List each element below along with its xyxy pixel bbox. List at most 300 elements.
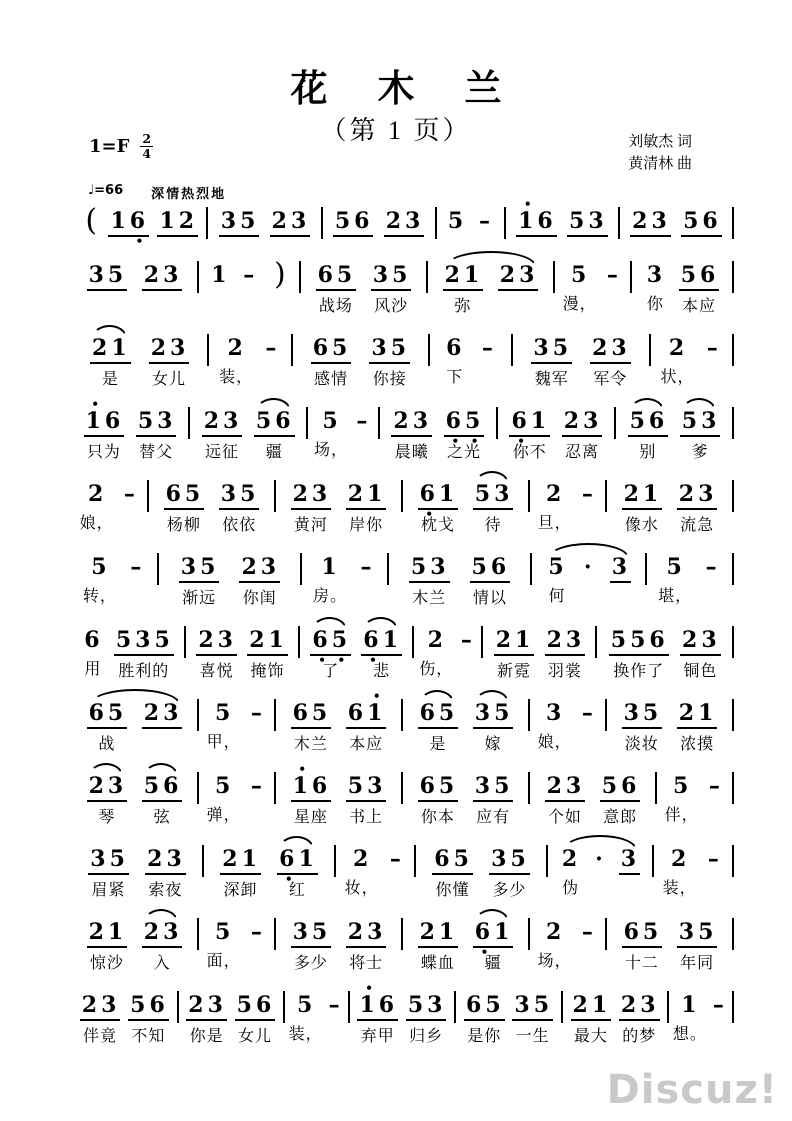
barline [732, 407, 734, 439]
note-group [108, 197, 150, 248]
note-digit: 2 [150, 335, 171, 361]
lyric: 惊沙 [89, 955, 124, 972]
lyric: 女儿 [152, 371, 187, 388]
note-digit: 6 [537, 208, 557, 234]
barline [732, 918, 734, 950]
note-digit: 3 [620, 846, 641, 872]
note-digit: 2 [227, 335, 247, 361]
lyric: 伪 [562, 880, 580, 897]
notes [546, 555, 567, 581]
notes [680, 628, 721, 656]
note-group [207, 762, 241, 826]
notes [630, 209, 671, 237]
notes [291, 762, 332, 802]
measure [276, 908, 401, 974]
note-group [418, 689, 459, 755]
measure [456, 981, 561, 1047]
note-group [311, 324, 352, 390]
note-digit: 1 [367, 481, 387, 507]
note-digit: 3 [217, 627, 237, 653]
notes [470, 555, 511, 583]
note-group [663, 835, 697, 899]
dash-sustain: – [360, 554, 376, 580]
note-group [538, 470, 572, 534]
notes [220, 847, 261, 875]
note-group [82, 616, 103, 680]
lyric: 伴竟 [83, 1028, 118, 1045]
lyric: 忍离 [565, 444, 600, 461]
lyric: 年同 [680, 955, 715, 972]
octave-dot-high: • [91, 397, 100, 411]
note-group [80, 981, 121, 1047]
lyric: 换作了 [613, 663, 665, 680]
note-digit: 6 [434, 846, 454, 872]
notes [357, 981, 399, 1021]
note-group [531, 324, 572, 390]
note-group [142, 689, 183, 755]
note-digit: 6 [354, 208, 374, 234]
note-group [310, 616, 351, 682]
measure [276, 689, 401, 755]
lyric: 想。 [672, 1026, 707, 1043]
note-digit: 3 [157, 408, 177, 434]
note-group [418, 908, 459, 974]
measure [159, 543, 300, 609]
lyric: 岸你 [349, 517, 384, 534]
notes [142, 263, 183, 291]
note-digit: 5 [154, 627, 174, 653]
score-line-4 [72, 397, 734, 463]
measure [530, 470, 605, 534]
note-group [679, 251, 720, 317]
score-line-6 [72, 543, 734, 609]
note-digit: 6 [466, 992, 486, 1018]
lyric: 你接 [372, 371, 407, 388]
note-group [142, 908, 183, 974]
note-digit: 2 [592, 335, 612, 361]
note-group [209, 251, 230, 315]
note-digit: 5 [332, 335, 352, 361]
notes [418, 481, 459, 521]
note-digit: 5 • [331, 627, 352, 667]
note-digit: 3 [474, 773, 495, 799]
note-group [567, 197, 608, 237]
measure [323, 197, 435, 237]
note-digit: 3 [311, 481, 332, 507]
measure [620, 197, 732, 237]
barline [732, 261, 734, 293]
lyric: 书上 [349, 809, 384, 826]
note-digit: 1 [241, 846, 261, 872]
note-group [677, 689, 718, 755]
lyric: 像水 [624, 517, 659, 534]
notes [316, 263, 357, 291]
note-group [142, 762, 183, 828]
dash-sustain: – [250, 773, 266, 799]
lyric: 深卸 [223, 882, 258, 899]
note-digit: 2 [203, 408, 223, 434]
note-digit: 6 [378, 992, 399, 1018]
note-digit: 3 [371, 335, 391, 361]
lyric: 战 [98, 736, 116, 753]
note-group [444, 397, 485, 463]
note-group [419, 616, 453, 680]
measure [597, 616, 731, 682]
notes [590, 336, 631, 364]
note-group [619, 981, 660, 1047]
notes [544, 701, 565, 727]
notes [677, 701, 718, 729]
note-group [219, 197, 260, 237]
notes [679, 263, 720, 291]
note-digit: 1 [321, 554, 341, 580]
notes [202, 409, 243, 437]
notes [142, 701, 183, 729]
note-digit: 2 [678, 481, 699, 507]
measure [669, 981, 732, 1045]
lyric: 漫， [562, 296, 597, 313]
lyric: 晨曦 [394, 444, 429, 461]
notes [269, 257, 289, 292]
notes [619, 993, 660, 1021]
notes [705, 847, 723, 873]
note-digit: 5 [673, 773, 693, 799]
note-group [326, 981, 344, 1045]
notes [88, 847, 129, 875]
note-group [498, 251, 539, 317]
note-digit: 3 [588, 208, 608, 234]
note-digit: 5 [334, 208, 355, 234]
note-digit: 3 [491, 846, 511, 872]
note-digit: 2 [188, 992, 208, 1018]
lyric: 女儿 [237, 1028, 272, 1045]
measure [498, 397, 614, 463]
note-group [114, 616, 174, 682]
note-group [291, 762, 332, 828]
note-group [458, 616, 476, 680]
note-group [516, 197, 557, 237]
note-group [443, 251, 484, 317]
measure [483, 616, 595, 682]
notes [622, 701, 663, 729]
note-digit: 6 [255, 992, 276, 1018]
note-digit: 5 [115, 627, 136, 653]
notes [239, 555, 280, 583]
note-digit: 2 [546, 773, 566, 799]
note-group [604, 251, 622, 315]
notes [473, 919, 514, 959]
notes [361, 627, 402, 667]
note-group [479, 324, 497, 388]
dash-sustain: – [130, 554, 146, 580]
note-digit: 5 [137, 408, 158, 434]
note-digit: 3 [565, 627, 586, 653]
note-digit: 6 [104, 408, 125, 434]
note-digit: 2 [678, 700, 699, 726]
lyric: 伤， [419, 661, 454, 678]
note-digit: 1 [159, 208, 179, 234]
measure [209, 324, 290, 388]
notes [671, 774, 692, 800]
measure [199, 251, 299, 315]
note-digit: 3 [170, 335, 190, 361]
lyric: 你不 [512, 444, 547, 461]
note-digit: 1 • [518, 197, 538, 234]
measure [293, 324, 428, 390]
score-line-2 [72, 251, 734, 317]
notes [582, 555, 596, 581]
note-digit: 5 [601, 773, 622, 799]
note-digit: 2 [143, 262, 164, 288]
note-group [418, 470, 459, 536]
lyric: 弥 [454, 298, 472, 315]
note-group [473, 689, 514, 755]
lyric: 装， [662, 880, 697, 897]
credits [628, 132, 692, 176]
notes [142, 920, 183, 948]
note-digit: 6 [275, 408, 295, 434]
notes [87, 774, 128, 802]
note-group [316, 251, 357, 317]
measure [647, 543, 732, 607]
notes [346, 689, 387, 729]
octave-dot-low: • [470, 434, 479, 448]
note-digit: 6 [490, 554, 511, 580]
note-digit: 5 [184, 481, 205, 507]
measure [607, 689, 732, 755]
note-digit: 6 • [474, 919, 495, 959]
note-digit: 3 [514, 992, 534, 1018]
barline [732, 480, 734, 512]
note-group [630, 197, 671, 237]
note-digit: 2 [222, 846, 242, 872]
note-group [220, 835, 261, 901]
note-digit: 2 [198, 627, 218, 653]
note-group [677, 470, 718, 536]
note-digit: 6 [347, 700, 368, 726]
note-digit: 5 [255, 408, 276, 434]
note-group [703, 543, 721, 607]
time-signature [140, 132, 153, 161]
dash-sustain: – [460, 627, 476, 653]
notes [235, 993, 276, 1021]
measure [199, 908, 274, 972]
note-digit: 3 [135, 627, 155, 653]
note-digit: 2 [561, 846, 582, 872]
lyric: 装， [288, 1026, 323, 1043]
note-digit: 5 [311, 919, 332, 945]
measure [72, 324, 207, 390]
dash-sustain: – [708, 773, 724, 799]
notes [680, 409, 721, 437]
lyric: 索夜 [148, 882, 183, 899]
score-line-10 [72, 835, 734, 901]
note-digit: 5 [494, 700, 514, 726]
note-digit: 3 [166, 846, 186, 872]
notes [89, 555, 110, 581]
note-digit: 6 [649, 627, 669, 653]
note-group [619, 835, 640, 901]
note-group [494, 616, 535, 682]
note-group [263, 324, 281, 388]
notes [291, 482, 332, 510]
note-digit: 1 [438, 919, 459, 945]
lyric: 远征 [204, 444, 239, 461]
note-group [661, 324, 695, 388]
note-digit: 6 • [279, 846, 299, 886]
key-time-signature [89, 132, 153, 161]
notes [351, 847, 372, 873]
measure [530, 689, 605, 753]
notes [90, 336, 131, 364]
note-digit: 3 [623, 700, 643, 726]
notes [226, 336, 247, 362]
lyric: 何 [548, 588, 566, 605]
notes [82, 628, 103, 654]
note-digit: 6 [419, 773, 439, 799]
barline [732, 334, 734, 366]
notes [311, 336, 352, 364]
note-group [128, 543, 146, 607]
lyric: 面， [206, 953, 241, 970]
notes [406, 993, 447, 1021]
measure [403, 908, 528, 974]
time-signature-numerator: 2 [142, 131, 152, 146]
measure [530, 762, 655, 828]
lyric: 弃甲 [360, 1028, 395, 1045]
notes [108, 208, 150, 248]
notes [418, 774, 459, 802]
lyric: 你闺 [242, 590, 277, 607]
notes [346, 774, 387, 802]
dash-sustain: – [706, 335, 722, 361]
note-digit: 6 [292, 700, 312, 726]
notes [609, 628, 669, 656]
note-group [149, 324, 190, 390]
dash-sustain: – [123, 481, 139, 507]
note-group [645, 251, 666, 315]
note-digit: 1 • [85, 397, 105, 434]
measure [532, 543, 645, 609]
dash-sustain: – [356, 408, 372, 434]
lyric: 个如 [547, 809, 582, 826]
note-group [706, 762, 724, 826]
note-digit: 2 [419, 919, 439, 945]
notes [610, 555, 631, 583]
note-digit: 5 [630, 627, 650, 653]
notes [136, 409, 177, 437]
note-digit: 5 [680, 262, 700, 288]
measure [389, 543, 530, 609]
lyric: 爹 [691, 444, 709, 461]
note-digit: 5 [569, 208, 589, 234]
measure [72, 762, 197, 828]
note-digit: 5 [200, 554, 220, 580]
note-digit: 1 [515, 627, 535, 653]
octave-dot-low: • [480, 945, 489, 959]
note-group [219, 470, 260, 536]
dash-sustain: – [712, 992, 728, 1018]
note-group [346, 762, 387, 828]
measure [530, 908, 605, 972]
lyric: 淡妆 [624, 736, 659, 753]
lyric: 浓摸 [680, 736, 715, 753]
lyric: 应有 [476, 809, 511, 826]
lyricist-credit: 刘敏杰 词 [628, 134, 692, 150]
note-digit: 5 • [464, 408, 485, 448]
lyric: 风沙 [374, 298, 409, 315]
note-digit: 5 [681, 408, 702, 434]
note-group [673, 981, 707, 1045]
note-group [196, 616, 237, 682]
note-digit: 2 [623, 481, 643, 507]
lyric: 一生 [515, 1028, 550, 1045]
notes [426, 628, 447, 654]
notes [241, 263, 259, 289]
notes [710, 993, 728, 1019]
note-digit: 1 [642, 481, 663, 507]
note-digit: 3 [220, 208, 241, 234]
note-digit: 6 [312, 335, 333, 361]
lyric: 归乡 [409, 1028, 444, 1045]
measure [72, 197, 206, 248]
measure [301, 251, 426, 317]
note-digit: 2 [546, 919, 566, 945]
note-group [622, 689, 663, 755]
notes [579, 701, 597, 727]
note-digit: 2 [249, 627, 269, 653]
note-digit: 5 [215, 919, 235, 945]
octave-dot-low: • [337, 653, 346, 667]
note-digit: 2 [385, 208, 406, 234]
score-line-7 [72, 616, 734, 682]
note-group [345, 835, 379, 899]
note-group [313, 543, 347, 607]
lyric: 胜利的 [118, 663, 170, 680]
measure [72, 908, 197, 974]
notes [464, 993, 505, 1021]
note-group [239, 543, 280, 609]
note-group [291, 689, 332, 755]
lyric: 是 [101, 371, 119, 388]
note-digit: 1 [107, 919, 128, 945]
note-group [179, 543, 220, 609]
lyric: 待 [484, 517, 502, 534]
barline [732, 626, 734, 658]
note-group [473, 762, 514, 828]
dash-sustain: – [481, 335, 497, 361]
notes [516, 197, 557, 237]
lyric: 是 [429, 736, 447, 753]
dash-sustain: – [581, 700, 597, 726]
notes [681, 209, 722, 237]
note-digit: 5 [336, 262, 357, 288]
octave-dot-high: • [365, 981, 373, 995]
note-digit: 3 [107, 773, 128, 799]
lyric: 的梦 [622, 1028, 657, 1045]
measure [632, 251, 732, 317]
note-digit: 3 [494, 481, 514, 507]
note-digit: 5 [474, 481, 495, 507]
notes [531, 336, 572, 364]
notes [494, 628, 535, 656]
lyric: 眉紧 [91, 882, 126, 899]
dash-sustain: – [243, 262, 259, 288]
note-digit: 6 [317, 262, 337, 288]
notes [326, 993, 344, 1019]
note-group [247, 616, 288, 682]
note-digit: 5 [407, 992, 428, 1018]
